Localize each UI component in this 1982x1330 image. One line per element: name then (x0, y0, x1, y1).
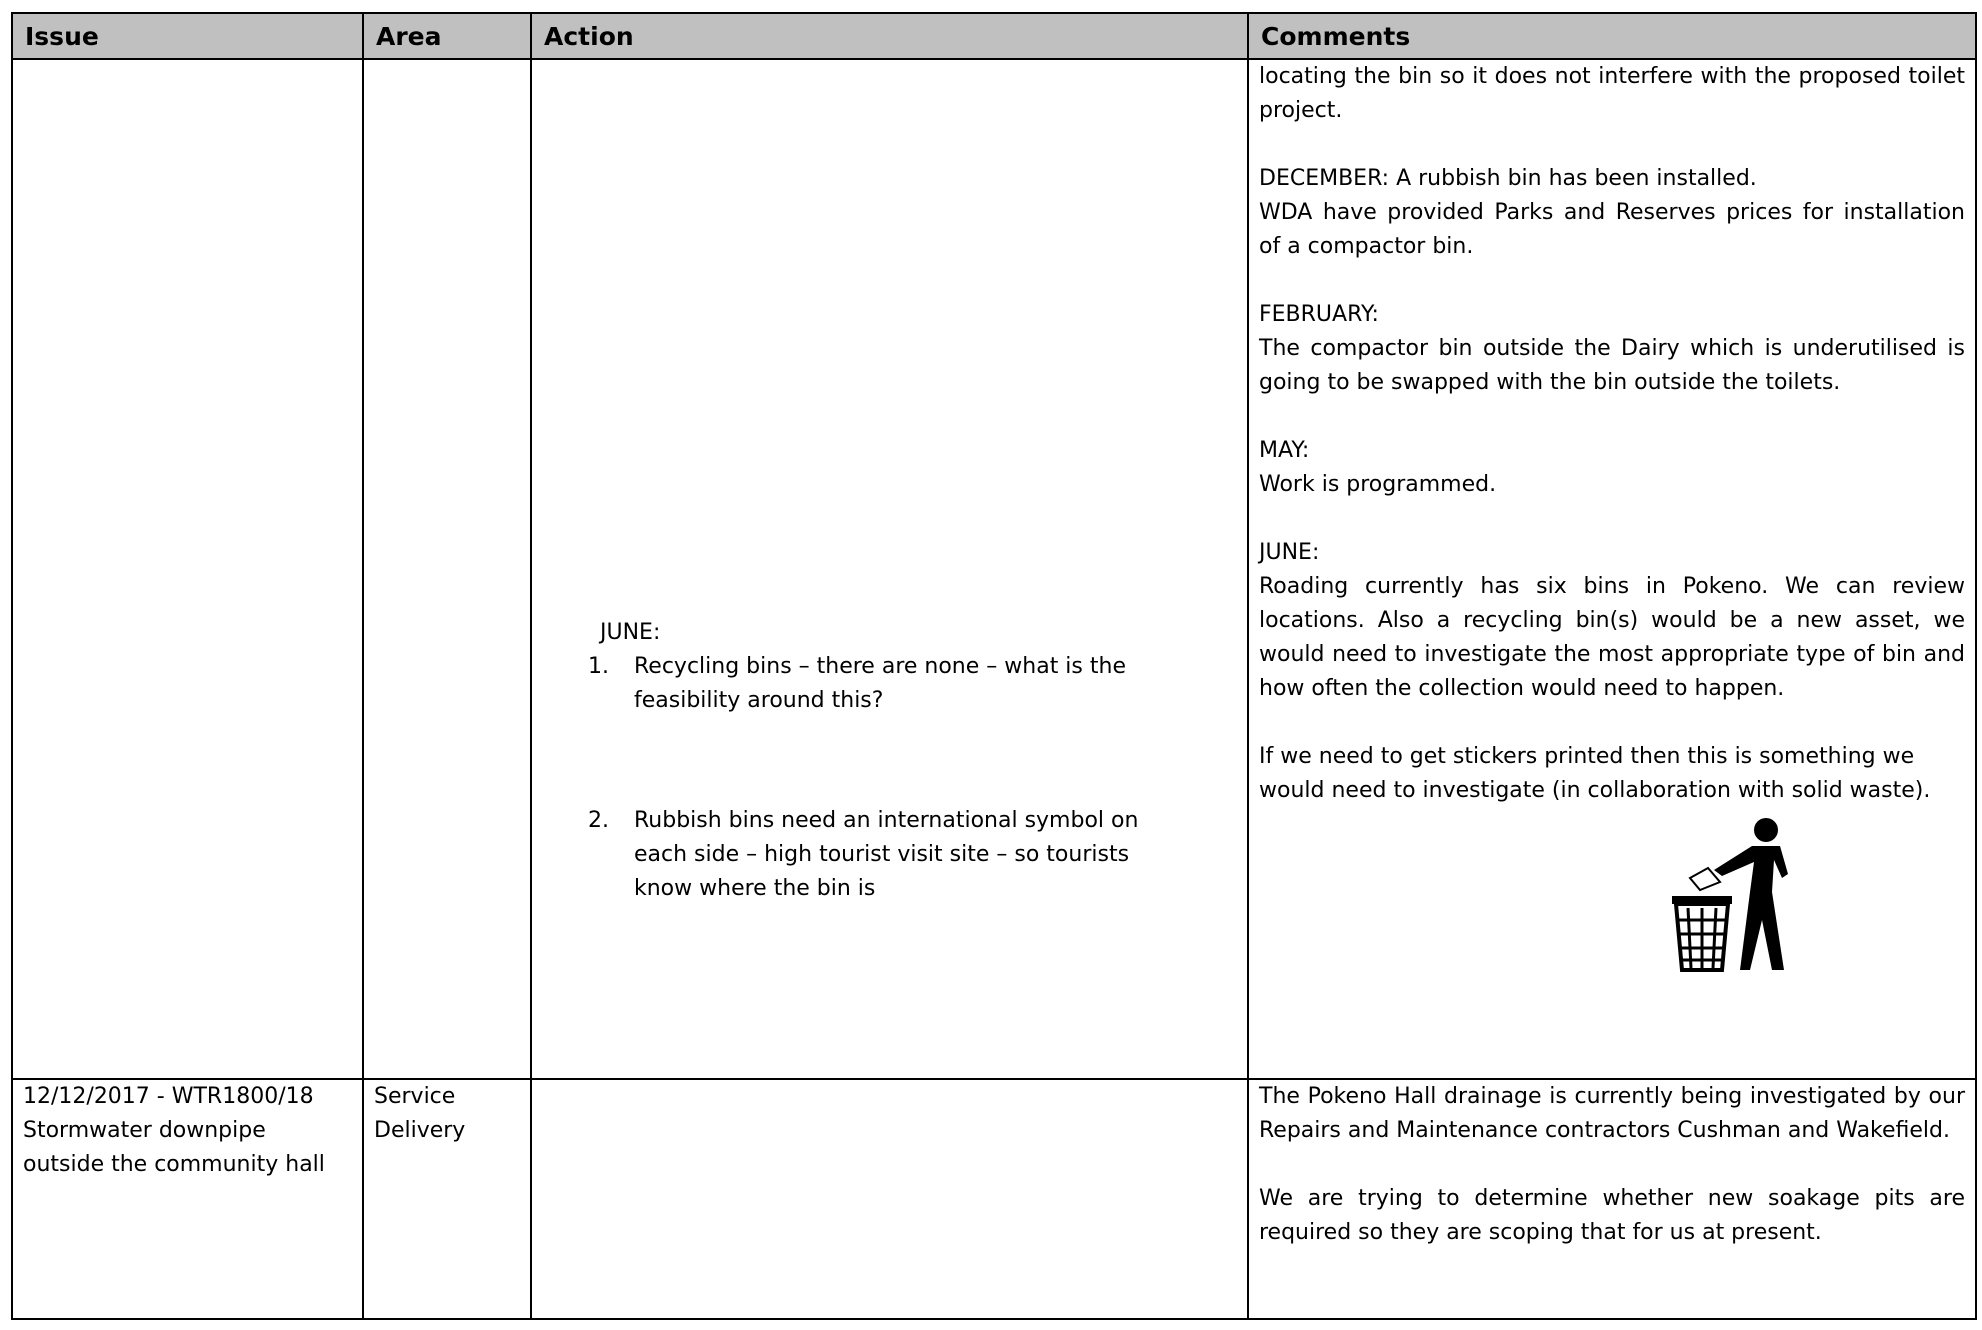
comments-cell (1248, 1079, 1976, 1319)
area-cell: Service Delivery (363, 1079, 531, 1319)
action-item (588, 650, 1193, 718)
issue-cell (12, 59, 363, 1079)
comment-line: MAY: (1259, 438, 1310, 463)
table-row (12, 1079, 1976, 1319)
comment-line: WDA have provided Parks and Reserves prices for installation of a compactor bin. (1259, 200, 1965, 259)
tidy-man-bin-icon (1662, 812, 1802, 972)
issues-table (11, 12, 1977, 1320)
action-item-number: 1. (588, 654, 609, 679)
issue-description: Stormwater downpipe outside the community hall (23, 1118, 325, 1177)
action-list (542, 650, 1237, 906)
header-action: Action (531, 13, 1248, 59)
header-comments: Comments (1248, 13, 1976, 59)
action-cell (531, 1079, 1248, 1319)
comment-line: FEBRUARY: (1259, 302, 1379, 327)
comment-line: DECEMBER: A rubbish bin has been installed. (1259, 166, 1757, 191)
comments-cell (1248, 59, 1976, 1079)
comment-paragraph (1259, 298, 1965, 400)
header-issue: Issue (12, 13, 363, 59)
action-cell (531, 59, 1248, 1079)
comment-paragraph: The Pokeno Hall drainage is currently being investigated by our Repairs and Maintenance contractors Cushman and Wakefield. (1259, 1084, 1965, 1143)
issue-cell (12, 1079, 363, 1319)
action-item-number: 2. (588, 808, 609, 833)
comment-paragraph (1259, 536, 1965, 706)
comment-paragraph: We are trying to determine whether new soakage pits are required so they are scoping that for us at present. (1259, 1186, 1965, 1245)
comment-paragraph (1259, 434, 1965, 502)
action-heading: JUNE: (600, 620, 661, 645)
header-row (12, 13, 1976, 59)
action-item-text: Recycling bins – there are none – what is the feasibility around this? (634, 654, 1126, 713)
comment-paragraph: locating the bin so it does not interfere with the proposed toilet project. (1259, 64, 1965, 123)
comment-paragraph (1259, 162, 1965, 264)
tidy-man-bin-icon (1499, 812, 1965, 983)
area-cell (363, 59, 531, 1079)
comment-line: Roading currently has six bins in Pokeno. We can review locations. Also a recycling bin(s) would be a new asset, we would need to investigate the most appropriate type of bin and how often the collection would need to happen. (1259, 574, 1965, 701)
header-area: Area (363, 13, 531, 59)
action-item (588, 804, 1193, 906)
action-item-text: Rubbish bins need an international symbol on each side – high tourist visit site – so tourists know where the bin is (634, 808, 1139, 901)
table-row (12, 59, 1976, 1079)
comment-line: The compactor bin outside the Dairy which is underutilised is going to be swapped with the bin outside the toilets. (1259, 336, 1965, 395)
comment-line: Work is programmed. (1259, 472, 1497, 497)
comment-paragraph: If we need to get stickers printed then this is something we would need to investigate (in collaboration with solid waste). (1259, 744, 1931, 803)
comment-line: JUNE: (1259, 540, 1320, 565)
issue-reference: 12/12/2017 - WTR1800/18 (23, 1084, 314, 1109)
